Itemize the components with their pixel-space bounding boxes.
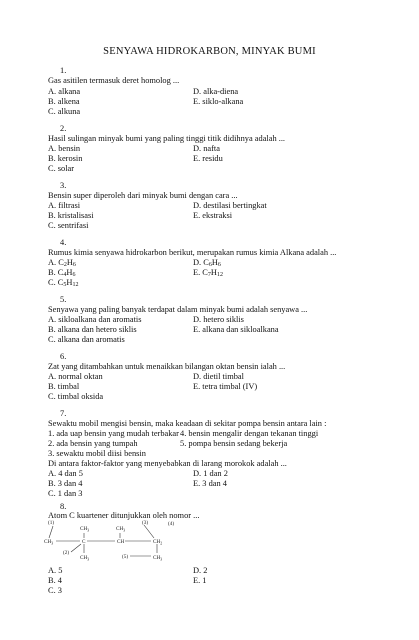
q2-option-a: A. bensin — [48, 144, 81, 153]
q7-option-e: E. 3 dan 4 — [193, 479, 227, 488]
q7-number: 7. — [60, 409, 67, 418]
top-ch3-left: $CH_3$ — [80, 526, 90, 533]
q8-number: 8. — [60, 502, 67, 511]
q7-statement-4: 4. bensin mengalir dengan tekanan tinggi — [180, 429, 319, 438]
q5-option-a: A. sikloalkana dan aromatis — [48, 315, 142, 324]
bond-label3 — [144, 525, 154, 538]
q7-option-c: C. 1 dan 3 — [48, 489, 83, 498]
q3-option-e: E. ekstraksi — [193, 211, 233, 220]
bottom-ch3-left: $CH_3$ — [80, 555, 90, 562]
q2-option-b: B. kerosin — [48, 154, 83, 163]
label-5: (5) — [122, 554, 129, 560]
q5-option-d: D. hetero siklis — [193, 315, 244, 324]
main-ch: CH — [117, 539, 125, 545]
q6-option-b: B. timbal — [48, 382, 80, 391]
q4-number: 4. — [60, 238, 67, 247]
q5-option-c: C. alkana dan aromatis — [48, 335, 125, 344]
main-ch3: $CH_3$ — [44, 539, 54, 546]
main-c: C — [82, 539, 86, 545]
q2-number: 2. — [60, 124, 67, 133]
q6-number: 6. — [60, 352, 67, 361]
label-4: (4) — [168, 521, 175, 527]
q2-text: Hasil sulingan minyak bumi yang paling tinggi titik didihnya adalah ... — [48, 134, 286, 143]
q1-number: 1. — [60, 66, 67, 75]
q4-option-b: B. $C_4H_6$ — [48, 268, 76, 278]
q7-text: Sewaktu mobil mengisi bensin, maka keadaan di sekitar pompa bensin antara lain : — [48, 419, 327, 428]
q1-option-e: E. siklo-alkana — [193, 97, 244, 106]
bond-label2 — [71, 544, 81, 552]
q4-option-e: E. $C_7H_{12}$ — [193, 268, 223, 278]
top-ch3-right: $CH_3$ — [116, 526, 126, 533]
q3-text: Bensin super diperoleh dari minyak bumi dengan cara ... — [48, 191, 238, 200]
q4-text: Rumus kimia senyawa hidrokarbon berikut, merupakan rumus kimia Alkana adalah ... — [48, 248, 337, 257]
q1-option-c: C. alkuna — [48, 107, 81, 116]
q4-option-a: A. $C_2H_6$ — [48, 258, 76, 268]
q6-option-e: E. tetra timbal (IV) — [193, 382, 258, 391]
q7-statement-1: 1. ada uap bensin yang mudah terbakar — [48, 429, 179, 438]
q3-number: 3. — [60, 181, 67, 190]
q4-option-c: C. $C_5H_{12}$ — [48, 278, 79, 288]
q4-option-d: D. $C_6H_6$ — [193, 258, 221, 268]
page-title: SENYAWA HIDROKARBON, MINYAK BUMI — [103, 46, 316, 57]
q6-option-a: A. normal oktan — [48, 372, 103, 381]
q8-option-a: A. 5 — [48, 566, 63, 575]
bond-label1 — [49, 526, 53, 538]
q8-text: Atom C kuartener ditunjukkan oleh nomor ... — [48, 511, 200, 520]
q7-statement-5: 5. pompa bensin sedang bekerja — [180, 439, 288, 448]
q7-question: Di antara faktor-faktor yang menyebabkan di larang morokok adalah ... — [48, 459, 287, 468]
q3-option-c: C. sentrifasi — [48, 221, 89, 230]
q8-option-c: C. 3 — [48, 586, 62, 595]
q8-option-d: D. 2 — [193, 566, 208, 575]
structural-formula-diagram — [44, 518, 184, 564]
q1-option-a: A. alkana — [48, 87, 81, 96]
q3-option-a: A. filtrasi — [48, 201, 81, 210]
q7-statement-3: 3. sewaktu mobil diisi bensin — [48, 449, 146, 458]
q2-option-c: C. solar — [48, 164, 75, 173]
q5-number: 5. — [60, 295, 67, 304]
q6-text: Zat yang ditambahkan untuk menaikkan bilangan oktan bensin ialah ... — [48, 362, 286, 371]
q8-option-e: E. 1 — [193, 576, 207, 585]
q3-option-d: D. destilasi bertingkat — [193, 201, 267, 210]
label-3: (3) — [142, 520, 149, 526]
bottom-ch3-right: $CH_3$ — [153, 555, 163, 562]
q7-option-b: B. 3 dan 4 — [48, 479, 83, 488]
q7-option-d: D. 1 dan 2 — [193, 469, 228, 478]
q2-option-e: E. residu — [193, 154, 223, 163]
q7-option-a: A. 4 dan 5 — [48, 469, 83, 478]
q1-text: Gas asitilen termasuk deret homolog ... — [48, 76, 180, 85]
q3-option-b: B. kristalisasi — [48, 211, 94, 220]
q6-option-d: D. dietil timbal — [193, 372, 244, 381]
main-ch2: $CH_2$ — [153, 539, 163, 546]
q1-option-d: D. alka-diena — [193, 87, 239, 96]
q6-option-c: C. timbal oksida — [48, 392, 104, 401]
q5-text: Senyawa yang paling banyak terdapat dalam minyak bumi adalah senyawa ... — [48, 305, 308, 314]
q5-option-b: B. alkana dan hetero siklis — [48, 325, 137, 334]
q8-option-b: B. 4 — [48, 576, 62, 585]
q2-option-d: D. nafta — [193, 144, 220, 153]
label-2: (2) — [63, 550, 70, 556]
q5-option-e: E. alkana dan sikloalkana — [193, 325, 279, 334]
q1-option-b: B. alkena — [48, 97, 80, 106]
label-1: (1) — [48, 520, 55, 526]
q7-statement-2: 2. ada bensin yang tumpah — [48, 439, 138, 448]
